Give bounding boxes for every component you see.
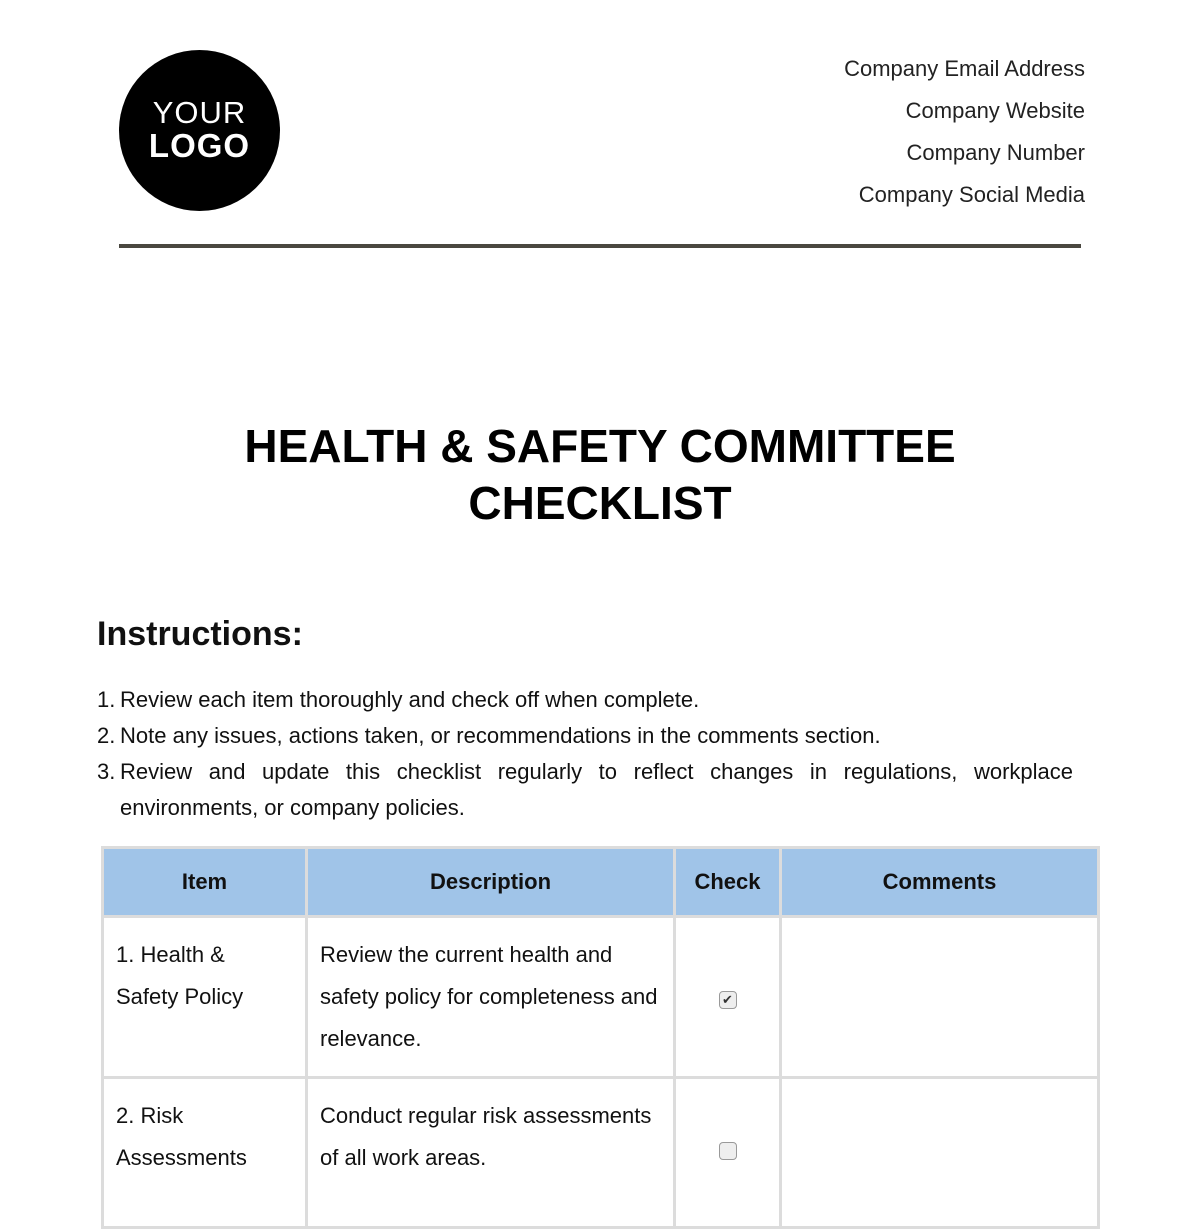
checkbox-unchecked[interactable] (719, 1142, 737, 1160)
title-line-2: CHECKLIST (468, 477, 732, 529)
company-social-media: Company Social Media (858, 182, 1085, 207)
table-row (103, 917, 1099, 1078)
instructions-list (97, 682, 1073, 826)
company-number: Company Number (906, 140, 1085, 165)
header-comments: Comments (781, 848, 1099, 917)
checklist-table (101, 846, 1100, 1229)
table-header-row (103, 848, 1099, 917)
table-row (103, 1078, 1099, 1228)
instructions-heading: Instructions: (97, 615, 303, 653)
item-number: 2. (97, 723, 116, 748)
instruction-item (97, 718, 1073, 754)
item-text: Note any issues, actions taken, or recommendations in the comments section. (120, 723, 881, 748)
company-website: Company Website (905, 98, 1085, 123)
company-email: Company Email Address (844, 56, 1085, 81)
item-cell: 2. Risk Assessments (103, 1078, 307, 1228)
instruction-item (97, 682, 1073, 718)
company-contact-info (844, 55, 1085, 223)
logo-text-your: YOUR (152, 94, 247, 130)
title-line-1: HEALTH & SAFETY COMMITTEE (244, 420, 956, 472)
item-cell: 1. Health & Safety Policy (103, 917, 307, 1078)
company-logo (119, 50, 280, 211)
header-item: Item (103, 848, 307, 917)
check-cell (675, 917, 781, 1078)
item-text: Review each item thoroughly and check off when complete. (120, 687, 700, 712)
checkbox-checked[interactable]: ✔ (719, 991, 737, 1009)
comments-cell[interactable] (781, 1078, 1099, 1228)
logo-text-logo: LOGO (148, 127, 251, 165)
item-text: Review and update this checklist regularly to reflect changes in regulations, workplace environments, or company policies. (120, 759, 1073, 820)
header-description: Description (307, 848, 675, 917)
item-number: 3. (97, 759, 116, 784)
description-cell: Conduct regular risk assessments of all work areas. (307, 1078, 675, 1228)
item-number: 1. (97, 687, 116, 712)
page-title (0, 418, 1200, 532)
description-cell: Review the current health and safety policy for completeness and relevance. (307, 917, 675, 1078)
header-divider (119, 244, 1081, 248)
header-check: Check (675, 848, 781, 917)
check-cell (675, 1078, 781, 1228)
instruction-item (97, 754, 1073, 826)
comments-cell[interactable] (781, 917, 1099, 1078)
